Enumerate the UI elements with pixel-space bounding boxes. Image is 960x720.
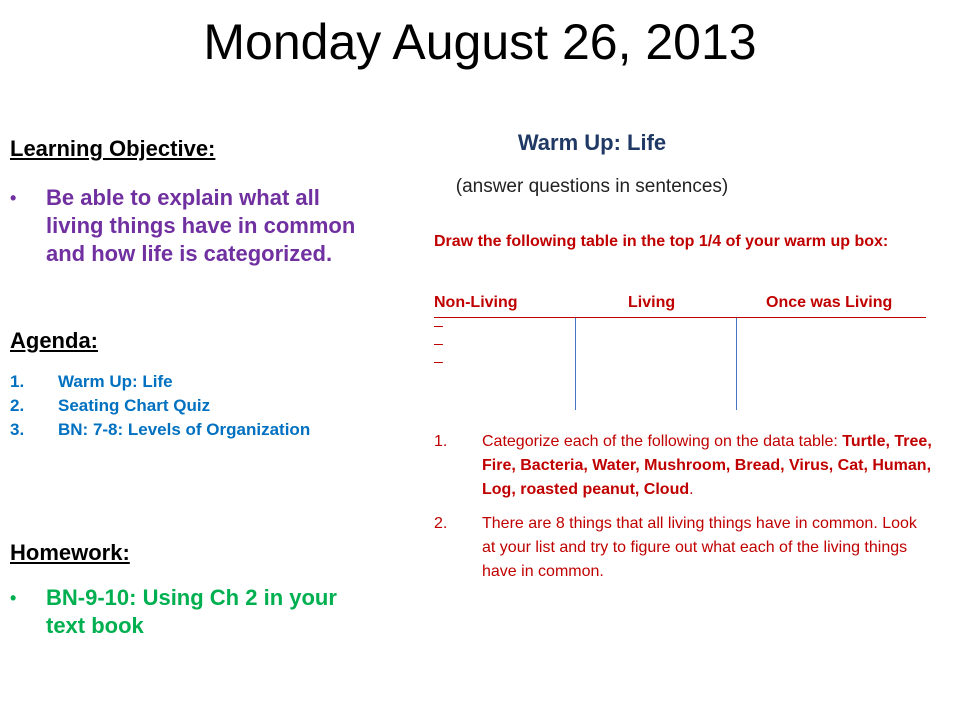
page-title: Monday August 26, 2013 xyxy=(203,14,757,70)
table-header-underline xyxy=(434,317,926,318)
question-number: 1. xyxy=(434,433,448,450)
draw-instruction: Draw the following table in the top 1/4 of your warm up box: xyxy=(434,233,889,250)
learning-objective-heading: Learning Objective: xyxy=(10,136,216,161)
agenda-list xyxy=(10,370,380,442)
agenda-item-text: Seating Chart Quiz xyxy=(58,396,211,415)
column-non-living: Non-Living xyxy=(434,294,518,311)
agenda-item-number: 3. xyxy=(10,420,25,439)
bullet-icon: • xyxy=(10,588,17,608)
agenda-item xyxy=(10,370,380,393)
learning-objective-text: Be able to explain what all living things have in common and how life is categorized. xyxy=(46,185,356,266)
table-divider xyxy=(575,318,576,410)
bullet-icon: • xyxy=(10,188,17,208)
table-header xyxy=(434,294,926,366)
column-once-was-living: Once was Living xyxy=(766,294,893,311)
agenda-item-text: BN: 7-8: Levels of Organization xyxy=(58,420,311,439)
agenda-heading: Agenda: xyxy=(10,328,98,353)
homework-text: BN-9-10: Using Ch 2 in your text book xyxy=(46,585,337,638)
column-living: Living xyxy=(628,294,676,311)
question-end: . xyxy=(689,481,694,498)
homework-heading: Homework: xyxy=(10,540,130,565)
agenda-item xyxy=(10,394,380,417)
question-text: There are 8 things that all living things have in common. Look at your list and try to figure out what each of the living things have in common. xyxy=(482,515,917,580)
question-item xyxy=(434,512,934,584)
question-number: 2. xyxy=(434,515,448,532)
agenda-item-number: 2. xyxy=(10,396,25,415)
warm-up-title: Warm Up: Life xyxy=(517,130,667,155)
question-item xyxy=(434,430,934,502)
question-lead: Categorize each of the following on the data table: xyxy=(482,433,838,450)
agenda-item-text: Warm Up: Life xyxy=(58,372,173,391)
warm-up-subtitle: (answer questions in sentences) xyxy=(455,176,729,197)
agenda-item xyxy=(10,418,380,441)
table-divider xyxy=(736,318,737,410)
question-list xyxy=(434,430,934,594)
question-items: Turtle, Tree, Fire, Bacteria, Water, Mushroom, Bread, Virus, Cat, Human, Log, roasted peanut, Cloud xyxy=(482,433,932,498)
agenda-item-number: 1. xyxy=(10,372,25,391)
